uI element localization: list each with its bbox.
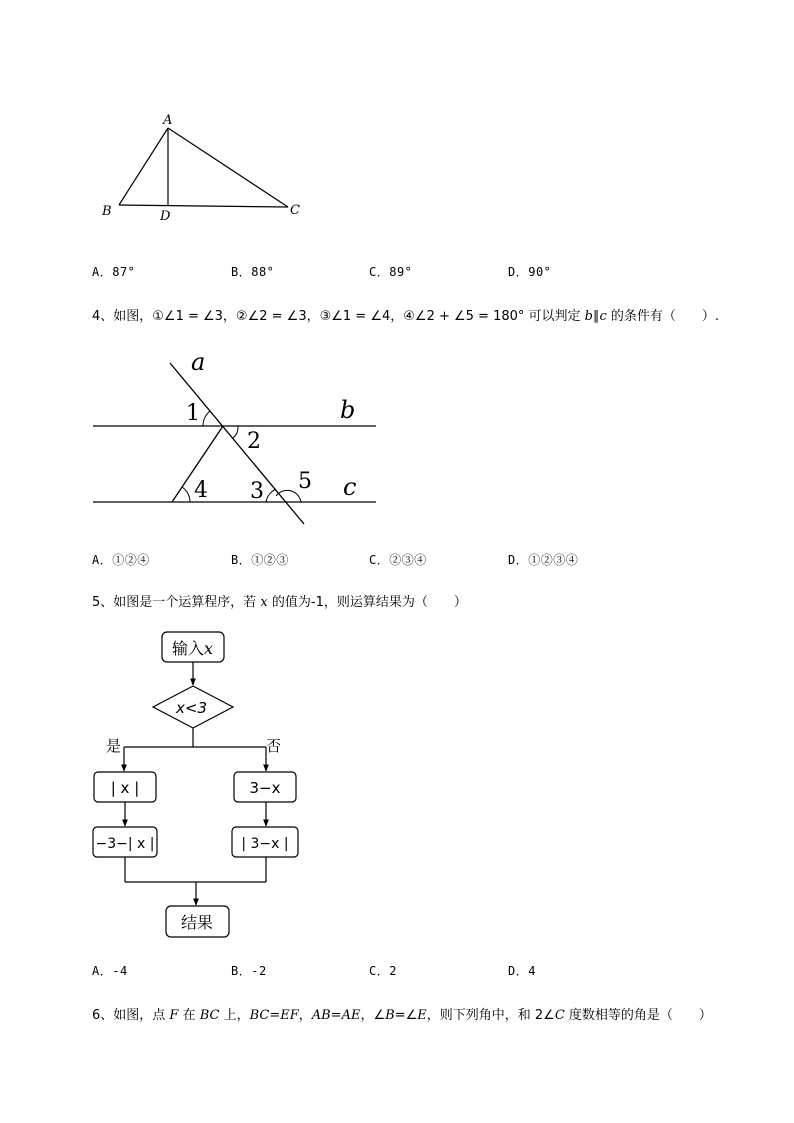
flow-left-text-2: −3−| x | — [95, 836, 155, 852]
q6-eq-2: AB=AE — [311, 1008, 361, 1023]
flow-input-var: x — [204, 639, 214, 658]
q5-option-b[interactable]: B．-2 — [231, 964, 267, 978]
q4-option-a[interactable]: A．①②④ — [92, 553, 150, 567]
label-1: 1 — [186, 401, 200, 426]
label-3: 3 — [250, 479, 264, 504]
q5-prefix: 5、如图是一个运算程序，若 — [92, 595, 261, 610]
flow-result-text: 结果 — [180, 913, 214, 932]
arc-angle-4 — [182, 487, 190, 502]
q6-part-1: 6、如图，点 — [92, 1008, 170, 1023]
flow-input-label: 输入 — [172, 639, 205, 658]
q5-option-a[interactable]: A．-4 — [92, 964, 128, 978]
side-ab — [119, 128, 168, 205]
label-c: c — [343, 473, 357, 501]
side-bc — [119, 205, 288, 207]
q4-prefix: 4、如图，①∠1 = ∠3，②∠2 = ∠3，③∠1 = ∠4，④∠2 + ∠5 = 180° 可以判定 — [92, 309, 585, 324]
q3-option-b[interactable]: B．88° — [231, 265, 275, 279]
flow-no-label: 否 — [266, 737, 282, 755]
flow-condition: x<3 — [176, 699, 207, 717]
q5-suffix: 的值为-1，则运算结果为（ ） — [267, 595, 467, 610]
flow-left-text-1: | x | — [110, 779, 140, 797]
q6-part-4: ， — [298, 1008, 312, 1023]
q3-option-d[interactable]: D．90° — [508, 265, 552, 279]
q6-part-8: 度数相等的角是（ ） — [564, 1008, 712, 1023]
label-b: b — [340, 396, 356, 424]
label-5: 5 — [298, 469, 312, 494]
q6-var-e: E — [417, 1008, 427, 1023]
q4-suffix: 的条件有（ ）. — [606, 309, 720, 324]
q6-var-c: C — [554, 1008, 565, 1023]
label-2: 2 — [247, 429, 261, 454]
arc-angle-3 — [266, 489, 276, 502]
q6-eq-1: BC=EF — [249, 1008, 299, 1023]
q5-option-c[interactable]: C．2 — [369, 964, 397, 978]
flow-yes-label: 是 — [106, 737, 122, 755]
q4-var-b: b — [584, 309, 593, 324]
q6-part-2: 在 — [178, 1008, 200, 1023]
flowchart-figure — [88, 625, 328, 945]
q5-var-x: x — [260, 595, 268, 610]
q4-parallel: ∥ — [592, 309, 600, 324]
label-a: A — [163, 113, 173, 128]
triangle-figure — [96, 108, 316, 228]
q5-question — [92, 591, 467, 610]
q4-var-c: c — [599, 309, 607, 324]
label-b: B — [102, 204, 112, 219]
flow-input-text — [172, 639, 213, 658]
label-4: 4 — [194, 478, 208, 503]
q6-var-b: B — [385, 1008, 395, 1023]
flow-right-text-2: | 3−x | — [241, 836, 289, 852]
flow-right-text-1: 3−x — [249, 779, 281, 797]
q5-option-d[interactable]: D．4 — [508, 964, 536, 978]
q4-option-c[interactable]: C．②③④ — [369, 553, 427, 567]
q6-part-7: ，则下列角中，和 2∠ — [426, 1008, 555, 1023]
q6-part-3: 上， — [219, 1008, 250, 1023]
q6-part-6: =∠ — [394, 1008, 418, 1023]
q6-part-5: ，∠ — [360, 1008, 386, 1023]
q6-var-f: F — [169, 1008, 179, 1023]
label-a: a — [191, 348, 206, 376]
arc-angle-1 — [203, 411, 210, 426]
q3-option-a[interactable]: A．87° — [92, 265, 136, 279]
side-ac — [168, 128, 288, 207]
label-c: C — [290, 203, 300, 218]
label-d: D — [160, 209, 171, 224]
q6-question — [92, 1004, 712, 1023]
q4-question — [92, 305, 719, 324]
q3-option-c[interactable]: C．89° — [369, 265, 413, 279]
q4-option-d[interactable]: D．①②③④ — [508, 553, 579, 567]
q6-var-bc: BC — [199, 1008, 220, 1023]
parallel-lines-figure — [90, 348, 380, 528]
q4-option-b[interactable]: B．①②③ — [231, 553, 289, 567]
arc-angle-2 — [233, 426, 238, 438]
